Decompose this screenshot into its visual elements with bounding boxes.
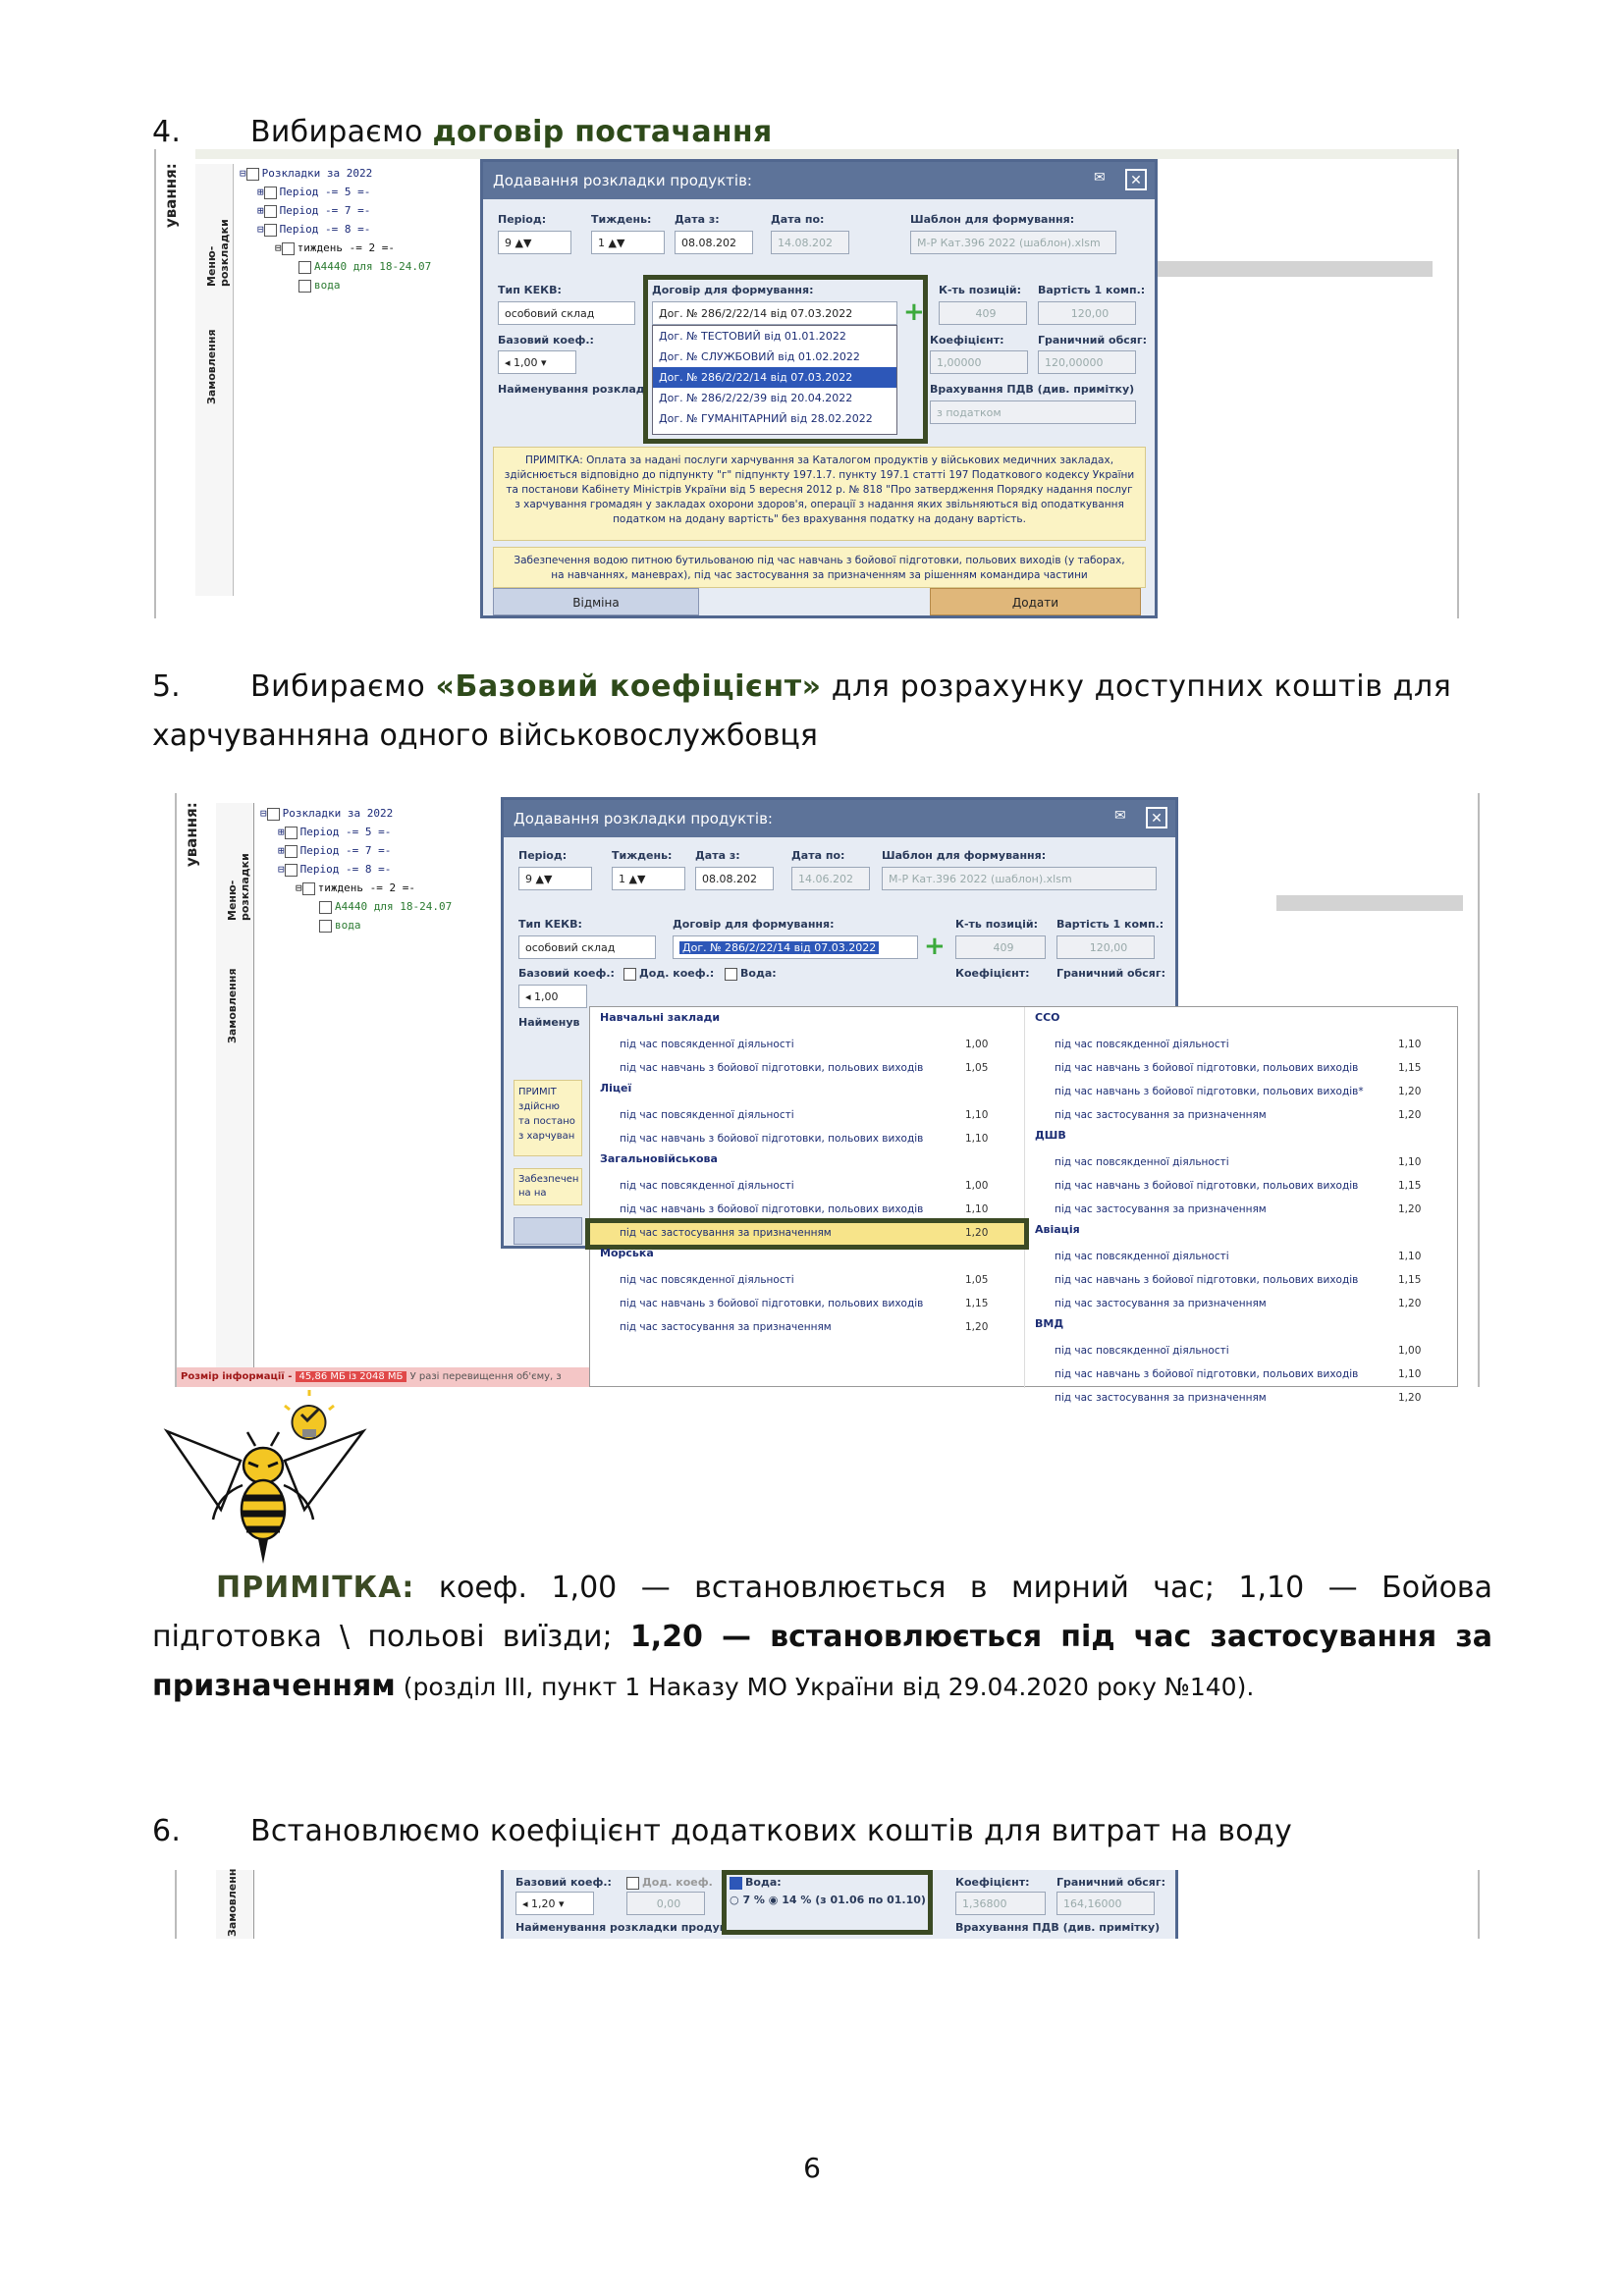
contract-select[interactable]: Дог. № 286/2/22/14 від 07.03.2022	[673, 935, 918, 959]
step-4-text: Вибираємо договір постачання	[250, 115, 773, 149]
coef-option-value: 1,20	[1398, 1298, 1422, 1309]
coef-option[interactable]	[590, 1129, 1024, 1150]
coef-option-value: 1,20	[1398, 1392, 1422, 1404]
label-kekv: Тип КЕКВ:	[498, 284, 562, 296]
coef-option[interactable]	[1025, 1152, 1457, 1174]
close-icon[interactable]: ✕	[1146, 807, 1167, 828]
tree-item[interactable]: ⊟ Розкладки за 2022	[260, 807, 394, 820]
tree-item[interactable]: ⊟ тиждень -= 2 =-	[296, 881, 415, 894]
contract-option[interactable]: Дог. № ТЕСТОВИЙ від 01.01.2022	[659, 330, 846, 343]
date-from-field[interactable]: 08.08.202	[675, 231, 753, 254]
date-to-field: 14.06.202	[791, 867, 870, 890]
coef-option[interactable]	[1025, 1058, 1457, 1080]
limit-field: 164,16000	[1056, 1892, 1155, 1915]
dialog-title: Додавання розкладки продуктів:	[483, 162, 1155, 199]
label-coef: Коефіцієнт:	[930, 334, 1004, 347]
coef-option-label: під час повсякденної діяльності	[1055, 1039, 1229, 1050]
add-coef-field: 0,00	[626, 1892, 705, 1915]
coef-option[interactable]	[1025, 1364, 1457, 1386]
coef-option-label: під час навчань з бойової підготовки, польових виходів	[620, 1133, 924, 1145]
coef-group-header: ДШВ	[1035, 1129, 1066, 1142]
coef-option-label: під час повсякденної діяльності	[620, 1274, 794, 1286]
water-stub: Забезпечен на на	[514, 1168, 582, 1205]
water-radio-7[interactable]: ○ 7 %	[730, 1894, 765, 1906]
tree-item[interactable]: ⊞ Період -= 7 =-	[278, 844, 392, 857]
tree-item[interactable]: ⊞ Період -= 7 =-	[257, 204, 371, 217]
coef-option-value: 1,15	[1398, 1062, 1422, 1074]
step-4	[152, 115, 1527, 154]
bee-illustration	[162, 1392, 368, 1574]
template-field: М-Р Кат.396 2022 (шаблон).xlsm	[910, 231, 1116, 254]
help-icon[interactable]: ✉	[1114, 808, 1126, 824]
step-5	[152, 663, 1452, 771]
coef-option-value: 1,20	[965, 1227, 989, 1239]
label-template: Шаблон для формування:	[882, 849, 1047, 862]
coef-option-label: під час повсякденної діяльності	[1055, 1156, 1229, 1168]
coef-option-value: 1,00	[1398, 1345, 1422, 1357]
label-positions: К-ть позицій:	[939, 284, 1022, 296]
coef-option[interactable]	[1025, 1294, 1457, 1315]
label-cost: Вартість 1 комп.:	[1038, 284, 1146, 296]
coef-option[interactable]	[590, 1105, 1024, 1127]
help-icon[interactable]: ✉	[1094, 170, 1106, 186]
coef-option-value: 1,10	[1398, 1368, 1422, 1380]
note-vat: ПРИМІТКА: Оплата за надані послуги харчування за Каталогом продуктів у військових медичних закладах, здійснюється відповідно до підпункту "г" підпункту 197.1.7. пункту 197.1 статті 197 Податкового кодексу України та постанови Кабінету Міністрів України від 5 вересня 2012 р. № 818 "Про затвердження Порядку надання послуг з харчування громадян у закладах охорони здоров'я, операції з надання яких звільняються від оподаткування податком на додану вартість" без врахування податку на додану вартість.	[493, 447, 1146, 541]
tree-view	[260, 807, 452, 937]
tab-orders[interactable]: Замовленн	[226, 1868, 239, 1937]
add-contract-icon[interactable]: +	[924, 932, 946, 961]
note-paragraph	[152, 1564, 1492, 1716]
tab-orders[interactable]: Замовлення	[226, 968, 239, 1043]
coef-option[interactable]	[590, 1294, 1024, 1315]
label-base-coef: Базовий коеф.:	[518, 967, 615, 980]
coef-option-selected[interactable]	[590, 1223, 1024, 1245]
coef-option[interactable]	[590, 1270, 1024, 1292]
label-period: Період:	[518, 849, 568, 862]
label-limit: Граничний обсяг:	[1056, 967, 1165, 980]
add-button[interactable]: Додати	[930, 588, 1141, 615]
coef-option-label: під час повсякденної діяльності	[620, 1039, 794, 1050]
tree-item[interactable]: ⊟ Період -= 8 =-	[278, 863, 392, 876]
status-value: 45,86 МБ із 2048 МБ	[296, 1371, 407, 1382]
coef-option[interactable]	[1025, 1341, 1457, 1362]
grey-bar	[1276, 895, 1463, 911]
coef-option-value: 1,15	[965, 1298, 989, 1309]
coef-option[interactable]	[1025, 1035, 1457, 1056]
tree-item[interactable]: А4440 для 18-24.07	[260, 900, 452, 919]
tree-item[interactable]: ⊟ Період -= 8 =-	[257, 223, 371, 236]
coef-option-label: під час повсякденної діяльності	[1055, 1251, 1229, 1262]
note-line2: підготовка \ польові виїзди; 1,20 — встановлюється під час застосування за	[152, 1620, 1492, 1654]
note-line1: ПРИМІТКА: коеф. 1,00 — встановлюється в мирний час; 1,10 — Бойова	[216, 1571, 1492, 1605]
screenshot-base-coef	[175, 793, 1480, 1404]
contract-option[interactable]: Дог. № СЛУЖБОВИЙ від 01.02.2022	[659, 350, 860, 363]
dialog-title: Додавання розкладки продуктів:	[504, 800, 1175, 837]
label-positions: К-ть позицій:	[955, 918, 1039, 931]
coef-option-label: під час застосування за призначенням	[620, 1227, 832, 1239]
note-water: Забезпечення водою питною бутильованою під час навчань з бойової підготовки, польових виходів (у таборах, на навчаннях, маневрах), під час застосування за призначенням за рішенням командира частини	[493, 547, 1146, 588]
coef-option[interactable]	[1025, 1082, 1457, 1103]
coef-option-label: під час застосування за призначенням	[1055, 1392, 1267, 1404]
week-stepper[interactable]: 1 ▲▼	[591, 231, 665, 254]
highlight-frame	[643, 275, 928, 444]
label-base-coef: Базовий коеф.:	[498, 334, 594, 347]
coef-option[interactable]	[590, 1317, 1024, 1339]
contract-option[interactable]: Дог. № 286/2/22/39 від 20.04.2022	[659, 392, 853, 404]
coef-option-label: під час застосування за призначенням	[1055, 1109, 1267, 1121]
base-coef-field[interactable]: ◂ 1,20 ▾	[515, 1892, 594, 1915]
positions-field: 409	[939, 301, 1027, 325]
cost-field: 120,00	[1056, 935, 1155, 959]
base-coef-dropdown	[589, 1006, 1458, 1404]
label-week: Тиждень:	[591, 213, 652, 226]
coef-option-value: 1,10	[965, 1203, 989, 1215]
coef-option-label: під час повсякденної діяльності	[620, 1109, 794, 1121]
step-6-number: 6.	[152, 1814, 182, 1848]
coef-field: 1,00000	[930, 350, 1028, 374]
coef-option-value: 1,10	[1398, 1251, 1422, 1262]
date-from-field[interactable]: 08.08.202	[695, 867, 774, 890]
coef-option[interactable]	[590, 1200, 1024, 1221]
base-coef-field[interactable]: ◂ 1,00	[518, 985, 587, 1008]
coef-option-label: під час навчань з бойової підготовки, польових виходів	[620, 1298, 924, 1309]
toolbar-strip	[195, 149, 1457, 159]
status-label: Розмір інформації -	[181, 1371, 293, 1382]
kekv-select[interactable]: особовий склад	[498, 301, 635, 325]
date-to-field: 14.08.202	[771, 231, 849, 254]
step-5-line1: Вибираємо «Базовий коефіцієнт» для розрахунку доступних коштів для	[250, 669, 1452, 704]
limit-field: 120,00000	[1038, 350, 1136, 374]
week-stepper[interactable]: 1 ▲▼	[612, 867, 685, 890]
label-template: Шаблон для формування:	[910, 213, 1075, 226]
cancel-button[interactable]	[514, 1217, 582, 1245]
screenshot-water-coef	[175, 1870, 1480, 1939]
tree-item[interactable]: вода	[240, 279, 431, 297]
label-limit: Граничний обсяг:	[1038, 334, 1147, 347]
step-5-line2: харчуванняна одного військовослужбовця	[152, 719, 818, 753]
label-kekv: Тип КЕКВ:	[518, 918, 582, 931]
coef-option[interactable]	[1025, 1200, 1457, 1221]
tree-item[interactable]: ⊟ Розкладки за 2022	[240, 167, 373, 180]
template-field: М-Р Кат.396 2022 (шаблон).xlsm	[882, 867, 1157, 890]
contract-option-selected[interactable]: Дог. № 286/2/22/14 від 07.03.2022	[653, 367, 896, 388]
cancel-button[interactable]: Відміна	[493, 588, 699, 615]
tab-menu[interactable]: Меню-розкладки	[226, 853, 251, 921]
coef-option-label: під час навчань з бойової підготовки, польових виходів	[1055, 1368, 1359, 1380]
coef-option-value: 1,20	[965, 1321, 989, 1333]
coef-option-value: 1,05	[965, 1062, 989, 1074]
label-name: Найменув	[518, 1016, 580, 1029]
coef-group-header: Загальновійськова	[600, 1152, 718, 1165]
step-4-number: 4.	[152, 115, 182, 149]
add-contract-icon[interactable]: +	[903, 297, 925, 327]
tab-orders[interactable]: Замовлення	[205, 329, 218, 404]
label-limit: Граничний обсяг:	[1056, 1876, 1165, 1889]
coef-option-value: 1,10	[965, 1133, 989, 1145]
coef-option[interactable]	[1025, 1176, 1457, 1198]
coef-option-label: під час навчань з бойової підготовки, польових виходів	[620, 1203, 924, 1215]
base-coef-field[interactable]: ◂ 1,00 ▾	[498, 350, 576, 374]
coef-option-label: під час застосування за призначенням	[620, 1321, 832, 1333]
coef-option-value: 1,05	[965, 1274, 989, 1286]
tree-item[interactable]: А4440 для 18-24.07	[240, 260, 431, 279]
dialog-add-layout	[480, 159, 1158, 618]
coef-option-value: 1,00	[965, 1180, 989, 1192]
coef-option-value: 1,10	[965, 1109, 989, 1121]
coef-option-label: під час повсякденної діяльності	[1055, 1345, 1229, 1357]
coef-option-label: під час застосування за призначенням	[1055, 1298, 1267, 1309]
tree-item[interactable]: ⊟ тиждень -= 2 =-	[275, 241, 395, 254]
coef-option[interactable]	[1025, 1105, 1457, 1127]
coef-option[interactable]	[590, 1176, 1024, 1198]
tree-item[interactable]: вода	[260, 919, 452, 937]
label-add-coef: Дод. коеф.:	[623, 967, 714, 981]
coef-group-header: Навчальні заклади	[600, 1011, 721, 1024]
tree-item[interactable]: ⊞ Період -= 5 =-	[278, 826, 392, 838]
tree-item[interactable]: ⊞ Період -= 5 =-	[257, 186, 371, 198]
label-week: Тиждень:	[612, 849, 673, 862]
label-date-from: Дата з:	[675, 213, 720, 226]
kekv-select[interactable]: особовий склад	[518, 935, 656, 959]
coef-option-value: 1,20	[1398, 1109, 1422, 1121]
note-label: ПРИМІТКА:	[216, 1571, 415, 1605]
page-number: 6	[803, 2152, 821, 2184]
coef-option[interactable]	[590, 1035, 1024, 1056]
coef-group-header: Авіація	[1035, 1223, 1080, 1236]
step-4-highlight: договір постачання	[432, 115, 773, 149]
coef-option-label: під час навчань з бойової підготовки, польових виходів	[1055, 1062, 1359, 1074]
coef-option[interactable]	[1025, 1388, 1457, 1410]
coef-option-value: 1,00	[965, 1039, 989, 1050]
tab-menu[interactable]: Меню-розкладки	[205, 219, 231, 287]
label-coef: Коефіцієнт:	[955, 967, 1030, 980]
coef-field: 1,36800	[955, 1892, 1046, 1915]
side-label: ування:	[162, 163, 180, 228]
label-date-to: Дата по:	[771, 213, 825, 226]
label-coef: Коефіцієнт:	[955, 1876, 1030, 1889]
coef-option-label: під час застосування за призначенням	[1055, 1203, 1267, 1215]
cost-field: 120,00	[1038, 301, 1136, 325]
status-bar	[177, 1367, 589, 1387]
coef-option[interactable]	[590, 1058, 1024, 1080]
coef-option-value: 1,20	[1398, 1086, 1422, 1097]
coef-option-label: під час навчань з бойової підготовки, польових виходів	[1055, 1274, 1359, 1286]
period-stepper[interactable]: 9 ▲▼	[498, 231, 571, 254]
step-6-text: Встановлюємо коефіцієнт додаткових коштів для витрат на воду	[250, 1814, 1293, 1848]
coef-group-header: ВМД	[1035, 1317, 1064, 1330]
coef-option-value: 1,10	[1398, 1156, 1422, 1168]
coef-option-value: 1,15	[1398, 1180, 1422, 1192]
label-name: Найменування розкладки продук	[515, 1921, 728, 1934]
note-stub: ПРИМІТ здійсню та постано з харчуван	[514, 1080, 582, 1156]
coef-option-value: 1,10	[1398, 1039, 1422, 1050]
label-date-from: Дата з:	[695, 849, 740, 862]
status-tail: У разі перевищення об'єму, з	[409, 1371, 562, 1382]
note-line3: призначенням (розділ ІІІ, пункт 1 Наказу МО України від 29.04.2020 року №140).	[152, 1669, 1255, 1703]
step-5-highlight: «Базовий коефіцієнт»	[435, 669, 822, 704]
coef-option-value: 1,20	[1398, 1203, 1422, 1215]
water-radio-14[interactable]: ◉ 14 % (з 01.06 по 01.10)	[768, 1894, 926, 1906]
coef-option-label: під час навчань з бойової підготовки, польових виходів	[620, 1062, 924, 1074]
label-name: Найменування розклад	[498, 383, 645, 396]
label-add-coef: Дод. коеф.	[626, 1876, 713, 1890]
label-contract: Договір для формування:	[652, 284, 814, 296]
coef-option[interactable]	[1025, 1270, 1457, 1292]
vat-field: з податком	[930, 400, 1136, 424]
step-5-number: 5.	[152, 669, 181, 704]
coef-option-label: під час навчань з бойової підготовки, польових виходів	[1055, 1180, 1359, 1192]
label-contract: Договір для формування:	[673, 918, 835, 931]
label-date-to: Дата по:	[791, 849, 845, 862]
coef-option-label: під час повсякденної діяльності	[620, 1180, 794, 1192]
positions-field: 409	[955, 935, 1046, 959]
highlight-frame	[722, 1870, 933, 1935]
contract-option[interactable]: Дог. № ГУМАНІТАРНИЙ від 28.02.2022	[659, 412, 873, 425]
coef-group-header: Морська	[600, 1247, 654, 1259]
period-stepper[interactable]: 9 ▲▼	[518, 867, 592, 890]
label-cost: Вартість 1 комп.:	[1056, 918, 1164, 931]
contract-select[interactable]: Дог. № 286/2/22/14 від 07.03.2022	[652, 301, 897, 325]
coef-group-header: Ліцеї	[600, 1082, 632, 1095]
coef-option-value: 1,15	[1398, 1274, 1422, 1286]
label-period: Період:	[498, 213, 547, 226]
close-icon[interactable]: ✕	[1125, 169, 1147, 190]
screenshot-contract	[154, 149, 1459, 618]
label-water: Вода:	[725, 967, 777, 981]
label-vat: Врахування ПДВ (див. примітку)	[955, 1921, 1161, 1934]
coef-group-header: ССО	[1035, 1011, 1060, 1024]
step-6	[152, 1814, 1527, 1853]
tree-view	[240, 167, 431, 297]
tree-panel-border	[233, 164, 234, 596]
coef-option-label: під час навчань з бойової підготовки, польових виходів*	[1055, 1086, 1364, 1097]
coef-option[interactable]	[1025, 1247, 1457, 1268]
label-water[interactable]: Вода:	[730, 1876, 782, 1890]
label-vat: Врахування ПДВ (див. примітку)	[930, 383, 1135, 396]
label-base-coef: Базовий коеф.:	[515, 1876, 612, 1889]
side-label: ування:	[183, 802, 200, 867]
